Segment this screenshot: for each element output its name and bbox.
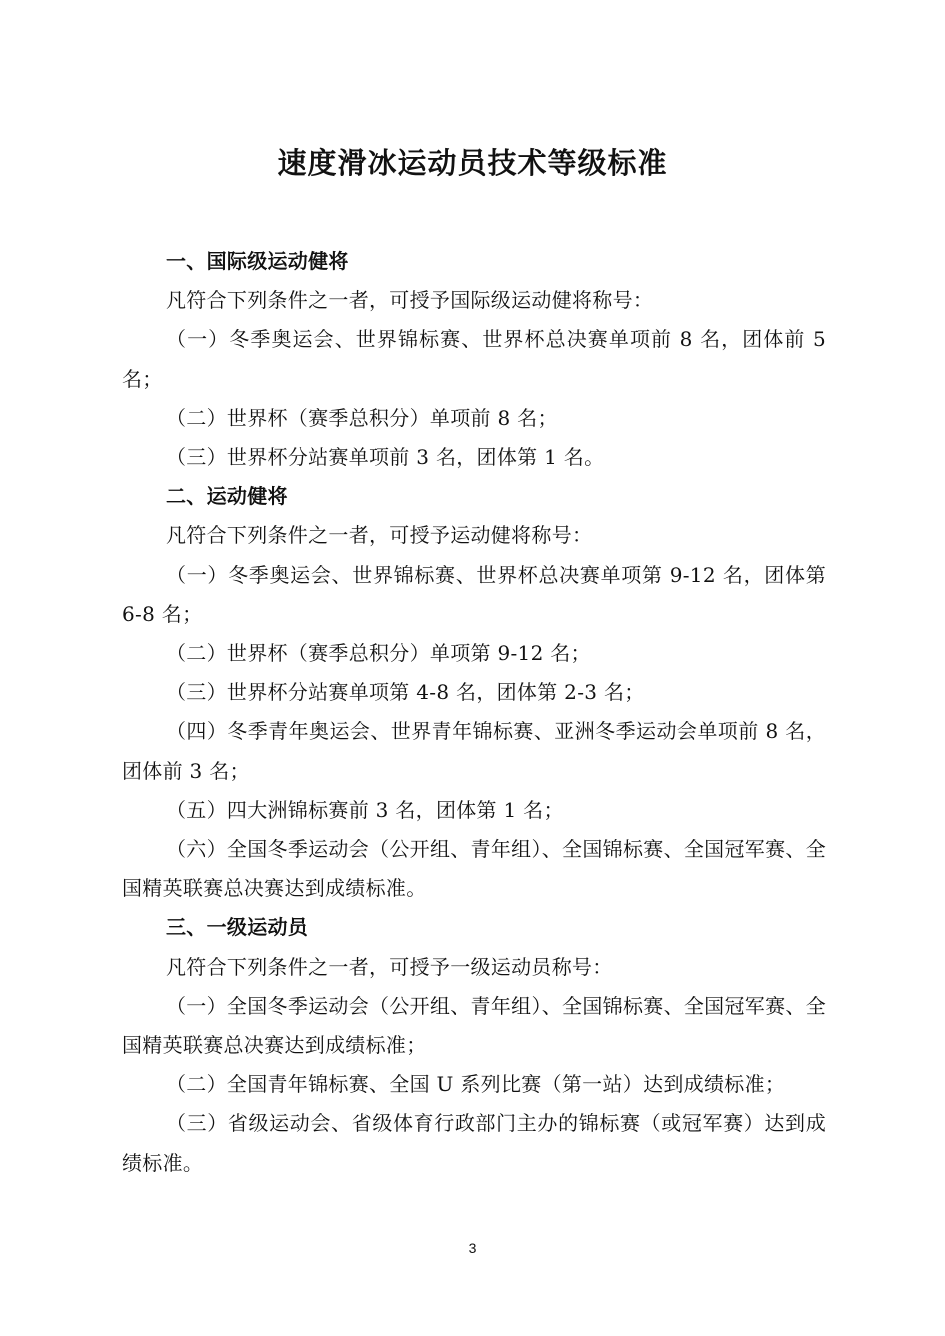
paragraph: （五）四大洲锦标赛前 3 名，团体第 1 名； — [166, 797, 564, 822]
paragraph: （一）冬季奥运会、世界锦标赛、世界杯总决赛单项前 8 名，团体前 5 名； — [122, 327, 826, 391]
page-number: 3 — [468, 1240, 477, 1256]
paragraph: （三）省级运动会、省级体育行政部门主办的锦标赛（或冠军赛）达到成绩标准。 — [122, 1111, 826, 1175]
document-body — [122, 242, 826, 1183]
paragraph: （二）世界杯（赛季总积分）单项第 9-12 名； — [166, 641, 591, 666]
paragraph: （一）全国冬季运动会（公开组、青年组）、全国锦标赛、全国冠军赛、全国精英联赛总决赛达到成绩标准； — [122, 993, 826, 1058]
paragraph: 凡符合下列条件之一者，可授予国际级运动健将称号： — [166, 288, 654, 313]
section-heading-1: 一、国际级运动健将 — [166, 249, 349, 273]
paragraph: （六）全国冬季运动会（公开组、青年组）、全国锦标赛、全国冠军赛、全国精英联赛总决赛达到成绩标准。 — [122, 837, 826, 901]
paragraph: 凡符合下列条件之一者，可授予一级运动员称号： — [166, 954, 613, 979]
section-heading-3: 三、一级运动员 — [166, 915, 309, 940]
paragraph: （四）冬季青年奥运会、世界青年锦标赛、亚洲冬季运动会单项前 8 名，团体前 3 名； — [122, 719, 826, 783]
paragraph: （三）世界杯分站赛单项第 4-8 名，团体第 2-3 名； — [166, 680, 645, 705]
paragraph: （二）世界杯（赛季总积分）单项前 8 名； — [166, 405, 558, 430]
paragraph: （一）冬季奥运会、世界锦标赛、世界杯总决赛单项第 9-12 名，团体第 6-8 名； — [122, 562, 826, 626]
page-title: 速度滑冰运动员技术等级标准 — [277, 146, 668, 180]
paragraph: 凡符合下列条件之一者，可授予运动健将称号： — [166, 523, 593, 548]
paragraph: （三）世界杯分站赛单项前 3 名，团体第 1 名。 — [166, 445, 605, 470]
paragraph: （二）全国青年锦标赛、全国 U 系列比赛（第一站）达到成绩标准； — [166, 1072, 786, 1097]
section-heading-2: 二、运动健将 — [166, 484, 288, 509]
